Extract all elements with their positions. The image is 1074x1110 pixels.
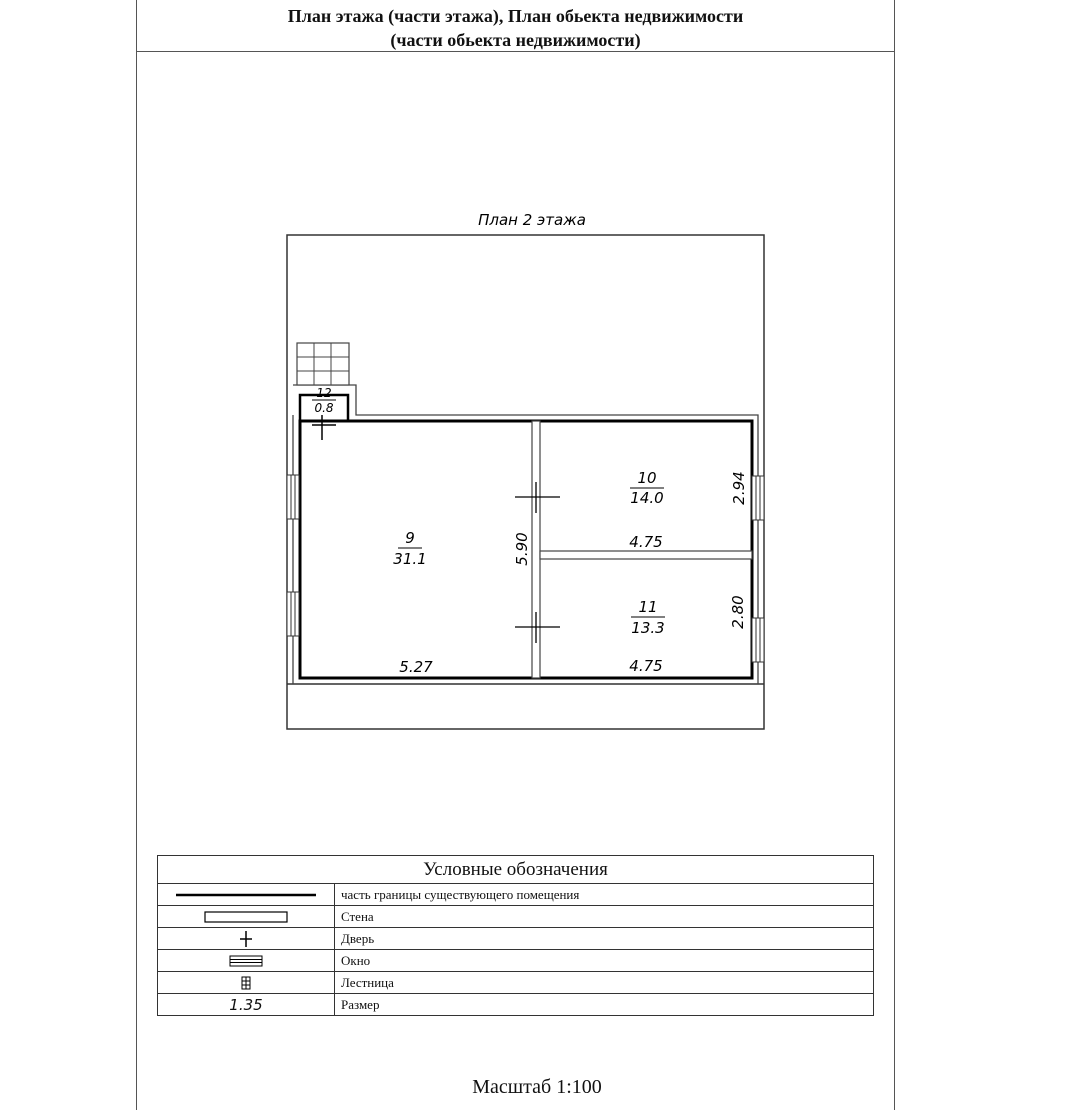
legend-label: Окно [341,953,371,968]
legend-table [157,855,874,1016]
line-icon [158,884,335,905]
plan-title: План 2 этажа [478,211,586,229]
dimension-sample-value: 1.35 [229,996,263,1014]
room-12-area: 0.8 [314,401,334,415]
window-icon [752,618,764,662]
dim-room-10-length: 2.94 [730,471,748,505]
door-icon [158,928,335,949]
room-9-number: 9 [405,529,415,547]
window-icon [287,475,299,519]
building-outline [287,235,764,729]
dim-room-11-length: 2.80 [729,595,747,629]
room-10-area: 14.0 [630,489,664,507]
header-title-line2: (части обьекта недвижимости) [390,30,641,50]
dim-room-9-width: 5.27 [399,658,433,676]
legend-label: Размер [341,997,380,1012]
legend-label: часть границы существующего помещения [341,887,580,902]
window-icon [287,592,299,636]
stairs [297,343,349,385]
legend-title: Условные обозначения [158,856,873,884]
room-11-area: 13.3 [631,619,665,637]
dim-room-11-width: 4.75 [629,657,663,675]
legend-label: Стена [341,909,374,924]
room-11-number: 11 [638,598,658,616]
room-12-number: 12 [316,386,332,400]
dim-room-10-width: 4.75 [629,533,663,551]
dimension-sample [158,994,335,1016]
legend-row [158,884,873,906]
room-9-area: 31.1 [393,550,427,568]
legend-row [158,906,873,928]
dim-room-9-length: 5.90 [513,532,531,566]
scale-label: Масштаб 1:100 [472,1076,602,1098]
legend-row [158,972,873,994]
room-10-number: 10 [637,469,657,487]
legend-row [158,928,873,950]
legend-row [158,994,873,1016]
wall-icon [158,906,335,927]
partition-wall-horizontal [540,551,752,559]
stairs-icon [158,972,335,993]
header-title-line1: План этажа (части этажа), План обьекта недвижимости [287,6,744,26]
window-icon [158,950,335,971]
legend-row [158,950,873,972]
legend-label: Дверь [341,931,375,946]
legend-label: Лестница [341,975,394,990]
window-icon [752,476,764,520]
